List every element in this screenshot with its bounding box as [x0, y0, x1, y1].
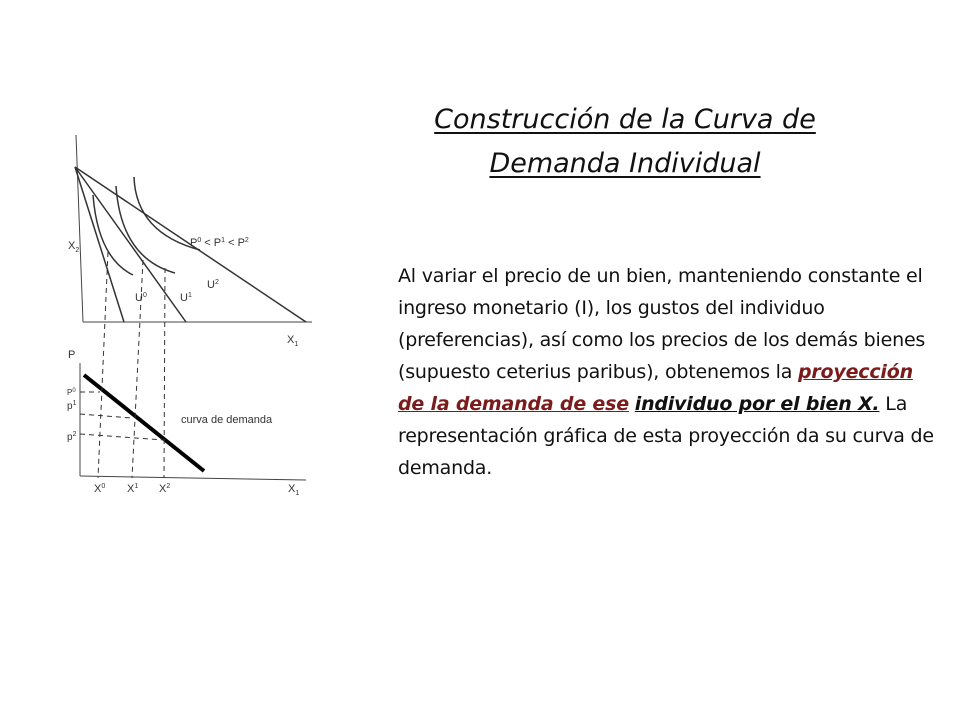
- projection-line-x0: [98, 252, 108, 478]
- indifference-curve-u0: [93, 195, 133, 275]
- body-text-start: Al variar el precio de un bien, manteniendo constante el ingreso monetario (I), los gustos del individuo (preferencias), así como los precios de los demás bienes (supuesto ceterius paribus), obtenemos la: [398, 265, 926, 383]
- price-tick-p0: $P^0$: [67, 388, 76, 397]
- body-emphasis: proyección de la demanda de ese: [398, 361, 913, 415]
- curve-label-u1: $U^1$: [180, 292, 192, 304]
- budget-line-1: [75, 167, 186, 322]
- price-tick-p2: $p^2$: [67, 431, 77, 443]
- price-line-p2: [80, 434, 164, 440]
- quantity-tick-x1: $X^1$: [127, 483, 139, 495]
- curve-label-u0: $U^0$: [135, 292, 147, 304]
- title-line-2: Demanda Individual: [489, 148, 761, 179]
- upper-x-axis-label: $X_1$: [287, 334, 299, 348]
- lower-x-axis-label: $X_1$: [288, 483, 300, 497]
- indifference-curve-u1: [116, 186, 175, 273]
- curve-label-u2: $U^2$: [207, 279, 219, 291]
- quantity-tick-x0: $X^0$: [94, 483, 106, 495]
- upper-y-axis-label: $X_2$: [68, 240, 80, 254]
- price-relation-label: $P^0 < P^1 < P^2$: [190, 237, 249, 249]
- lower-y-axis-label: P: [68, 349, 76, 361]
- body-emphasis-2: individuo por el bien X.: [634, 393, 880, 415]
- title-line-1: Construcción de la Curva de: [434, 104, 816, 135]
- price-tick-p1: $p^1$: [67, 400, 77, 412]
- quantity-tick-x2: $X^2$: [159, 483, 171, 495]
- price-line-p1: [80, 414, 132, 418]
- lower-x-axis: [80, 476, 306, 480]
- upper-y-axis: [76, 135, 83, 322]
- body-text-end: La representación gráfica de esta proyección da su curva de demanda.: [398, 393, 934, 479]
- projection-line-x2: [164, 268, 165, 478]
- demand-curve-label: curva de demanda: [181, 414, 273, 426]
